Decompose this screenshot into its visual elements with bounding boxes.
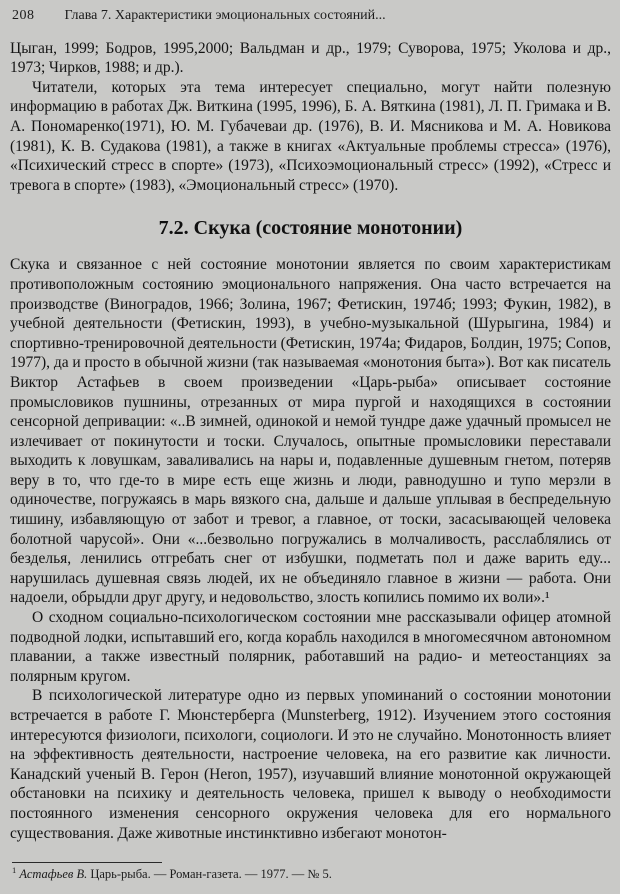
footnote-text bbox=[12, 864, 611, 882]
page-header bbox=[12, 6, 611, 26]
page-body bbox=[10, 39, 611, 854]
footnote-reference: Царь-рыба. — Роман-газета. — 1977. — № 5. bbox=[90, 867, 332, 881]
paragraph-continuation: Цыган, 1999; Бодров, 1995,2000; Вальдман и др., 1979; Суворова, 1975; Уколова и др., 1973; Чирков, 1988; и др.). bbox=[10, 39, 611, 77]
page-number: 208 bbox=[12, 8, 35, 23]
chapter-title: Глава 7. Характеристики эмоциональных состояний... bbox=[64, 8, 386, 23]
footnote-author: Астафьев В. bbox=[19, 867, 88, 881]
footnote-marker: 1 bbox=[12, 864, 17, 875]
footnote-divider bbox=[12, 862, 162, 863]
paragraph: Скука и связанное с ней состояние монотонии является по своим характеристикам противоположным состоянию эмоционального напряжения. Она часто встречается на производстве (Виноградов, 1966; Золина, 1967; Фетискин, 1974б; 1993; Фукин, 1982), в учебной деятельности (Фетискин, 1993), в учебно-музыкальной (Шурыгина, 1984) и спортивно-тренировочной деятельности (Фетискин, 1974а; Фидаров, Болдин, 1975; Сопов, 1977), да и просто в обычной жизни (так называемая «монотония быта»). Вот как писатель Виктор Астафьев в своем произведении «Царь-рыба» описывает состояние промысловиков пушнины, отрезанных от мира пургой и находящихся в состоянии сенсорной депривации: «..В зимней, одинокой и немой тундре даже удачный промысел не излечивает от покинутости и тоски. Случалось, опытные промысловики переставали выходить к ловушкам, заваливались на нары и, подавленные душевным гнетом, потеряв веру в то, что где-то в мире есть еще жизнь и люди, равнодушно и тупо мерзли в одиночестве, погружаясь в марь вязкого сна, дальше и дальше уплывая в беспредельную тишину, избавляющую от забот и тревог, а главное, от тоски, засасывающей человека болотной чарусой». Они «...безвольно погружались в молчаливость, расслаблялись от безделья, ленились отгребать снег от избушки, подметать пол и даже варить еду... нарушилась душевная связь людей, их не объединяло главное в жизни — работа. Они надоели, обрыдли друг другу, и недовольство, злость копились помимо их воли».¹ bbox=[10, 256, 611, 607]
section-heading: 7.2. Скука (состояние монотонии) bbox=[158, 217, 463, 240]
paragraph: О сходном социально-психологическом состоянии мне рассказывали офицер атомной подводной лодки, испытавший его, когда корабль находился в многомесячном автономном плавании, а также известный полярник, работавший на радио- и метеостанциях за полярным кругом. bbox=[10, 609, 611, 685]
paragraph: Читатели, которых эта тема интересует специально, могут найти полезную информацию в работах Дж. Виткина (1995, 1996), Б. А. Вяткина (1981), Л. П. Гримака и В. А. Пономаренко(1971), Ю. М. Губачеваи др. (1976), В. И. Мясникова и М. А. Новикова (1981), К. В. Судакова (1981), а также в книгах «Актуальные проблемы стресса» (1976), «Психический стресс в спорте» (1973), «Психоэмоциональный стресс» (1992), «Стресс и тревога в спорте» (1983), «Эмоциональный стресс» (1970). bbox=[10, 78, 611, 194]
paragraph: В психологической литературе одно из первых упоминаний о состоянии монотонии встречается в работе Г. Мюнстерберга (Munsterberg, 1912). Изучением этого состояния интересуются физиологи, психологи, социологи. И это не случайно. Монотонность влияет на эффективность деятельности, настроение человека, на его развитие как личности. Канадский ученый В. Герон (Heron, 1957), изучавший влияние монотонной окружающей обстановки на психику и деятельность человека, пришел к выводу о необходимости постоянного изменения сенсорного окружения человека для его нормального существования. Даже животные инстинктивно избегают монотон- bbox=[10, 687, 611, 842]
footnote-block bbox=[10, 862, 611, 884]
